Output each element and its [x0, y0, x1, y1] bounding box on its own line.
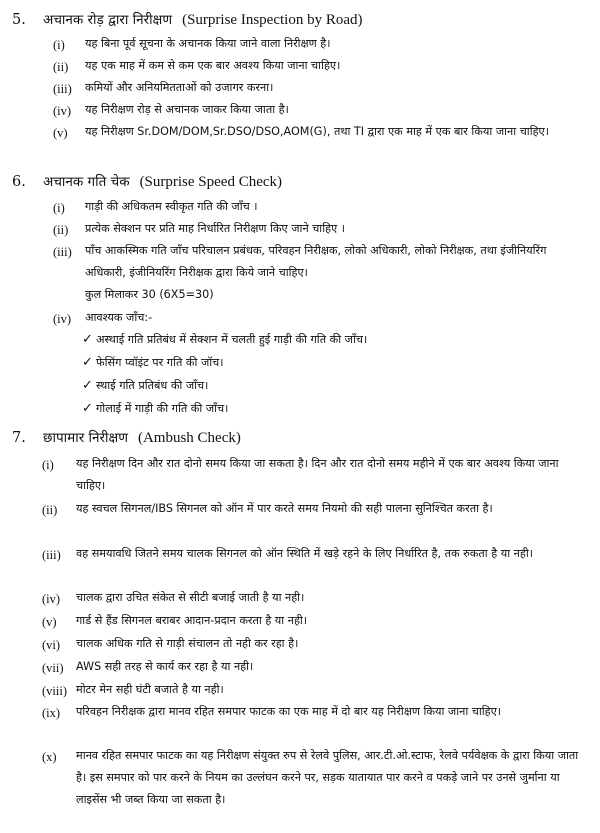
section-number: 6.	[12, 174, 26, 190]
list-item: यह निरीक्षण Sr.DOM/DOM,Sr.DSO/DSO,AOM(G), तथा TI द्वारा एक माह में एक बार किया जाना चाहिए।	[85, 125, 549, 138]
section-number: 5.	[12, 12, 26, 28]
list-item: गार्ड से हैंड सिगनल बराबर आदान-प्रदान करता है या नही।	[76, 614, 308, 627]
list-item: गाड़ी की अधिकतम स्वीकृत गति की जाँच ।	[85, 200, 258, 213]
check-item: ✓ गोलाई में गाड़ी की गति की जाँच।	[82, 398, 228, 420]
item-number: (i)	[53, 38, 65, 52]
section-title-hindi: अचानक रोड़ द्वारा निरीक्षण	[43, 12, 173, 28]
item-number: (ii)	[53, 60, 69, 74]
section-title-hindi: छापामार निरीक्षण	[43, 430, 128, 446]
checkmark-icon: ✓	[82, 355, 93, 370]
list-item: यह बिना पूर्व सूचना के अचानक किया जाने वाला निरीक्षण है।	[85, 37, 331, 50]
check-item: ✓ फेसिंग प्वॉइंट पर गति की जॉच।	[82, 352, 224, 374]
item-number: (iii)	[53, 82, 72, 96]
item-number: (iii)	[42, 548, 61, 562]
item-number: (vi)	[42, 638, 61, 652]
item-number: (viii)	[42, 684, 67, 698]
item-number: (ix)	[42, 706, 61, 720]
section-number: 7.	[12, 430, 26, 446]
section-title-hindi: अचानक गति चेक	[43, 174, 130, 190]
item-number: (v)	[42, 615, 57, 629]
check-item: ✓ अस्थाई गति प्रतिबंध में सेक्शन में चलती हुई गाड़ी की गति की जाँच।	[82, 329, 367, 351]
list-item: यह निरीक्षण दिन और रात दोनो समय किया जा सकता है। दिन और रात दोनो समय महीने में एक बार अवश्य किया जाना चाहिए।	[76, 457, 559, 492]
item-number: (iii)	[53, 245, 72, 259]
checkmark-icon: ✓	[82, 401, 93, 416]
section-6-heading	[12, 172, 282, 192]
list-item: परिवहन निरीक्षक द्वारा मानव रहित समपार फाटक का एक माह में दो बार यह निरीक्षण किया जाना चाहिए।	[76, 705, 502, 718]
checkmark-icon: ✓	[82, 332, 93, 347]
list-item: मानव रहित समपार फाटक का यह निरीक्षण संयुक्त रुप से रेलवे पुलिस, आर.टी.ओ.स्टाफ, रेलवे पर्यवेक्षक के द्वारा किया जाता है। इस समपार को पार करने के नियम का उल्लंघन करने पर, सड़क यातायात पार करने व पकड़े जाने पर उनसे जुर्माना या लाइसेंस भी जब्त किया जा सकता है।	[76, 749, 579, 806]
list-item: कमियों और अनियमितताओं को उजागर करना।	[85, 81, 274, 94]
total-line: कुल मिलाकर 30 (6X5=30)	[85, 288, 214, 301]
item-number: (x)	[42, 750, 57, 764]
section-5-heading	[12, 10, 362, 30]
item-number: (i)	[53, 201, 65, 215]
item-number: (iv)	[53, 104, 72, 118]
item-number: (i)	[42, 458, 54, 472]
item-number: (iv)	[42, 592, 61, 606]
section-title-english: (Surprise Inspection by Road)	[182, 12, 363, 28]
item-number: (vii)	[42, 661, 64, 675]
item-number: (iv)	[53, 312, 72, 326]
section-7-heading	[12, 428, 241, 448]
list-item: चालक अधिक गति से गाड़ी संचालन तो नही कर रहा है।	[76, 637, 299, 650]
section-title-english: (Surprise Speed Check)	[139, 174, 283, 190]
list-item: पाँच आकस्मिक गति जाँच परिचालन प्रबंधक, परिवहन निरीक्षक, लोको अधिकारी, लोको निरीक्षक, तथा इंजीनियरिंग अधिकारी, इंजीनियरिंग निरीक्षक द्वारा किये जाने चाहिए।	[85, 244, 547, 279]
item-number: (ii)	[42, 503, 58, 517]
list-item: मोटर मेन सही घंटी बजाते है या नही।	[76, 683, 224, 696]
item-number: (ii)	[53, 223, 69, 237]
list-item: चालक द्वारा उचित संकेत से सीटी बजाई जाती है या नही।	[76, 591, 305, 604]
list-item: यह निरीक्षण रोड़ से अचानक जाकर किया जाता है।	[85, 103, 289, 116]
item-number: (v)	[53, 126, 68, 140]
list-item: आवश्यक जाँच:-	[85, 311, 153, 324]
list-item: यह स्वचल सिगनल/IBS सिगनल को ऑन में पार करते समय नियमो की सही पालना सुनिश्चित करता है।	[76, 502, 493, 515]
list-item: प्रत्येक सेक्शन पर प्रति माह निर्धारित निरीक्षण किए जाने चाहिए ।	[85, 222, 346, 235]
section-title-english: (Ambush Check)	[137, 430, 241, 446]
checkmark-icon: ✓	[82, 378, 93, 393]
check-item: ✓ स्थाई गति प्रतिबंध की जाँच।	[82, 375, 208, 397]
list-item: वह समयावधि जितने समय चालक सिगनल को ऑन स्थिति में खड़े रहने के लिए निर्धारित है, तक रुकता है या नही।	[76, 547, 533, 560]
list-item: AWS सही तरह से कार्य कर रहा है या नही।	[76, 660, 254, 673]
list-item: यह एक माह में कम से कम एक बार अवश्य किया जाना चाहिए।	[85, 59, 341, 72]
